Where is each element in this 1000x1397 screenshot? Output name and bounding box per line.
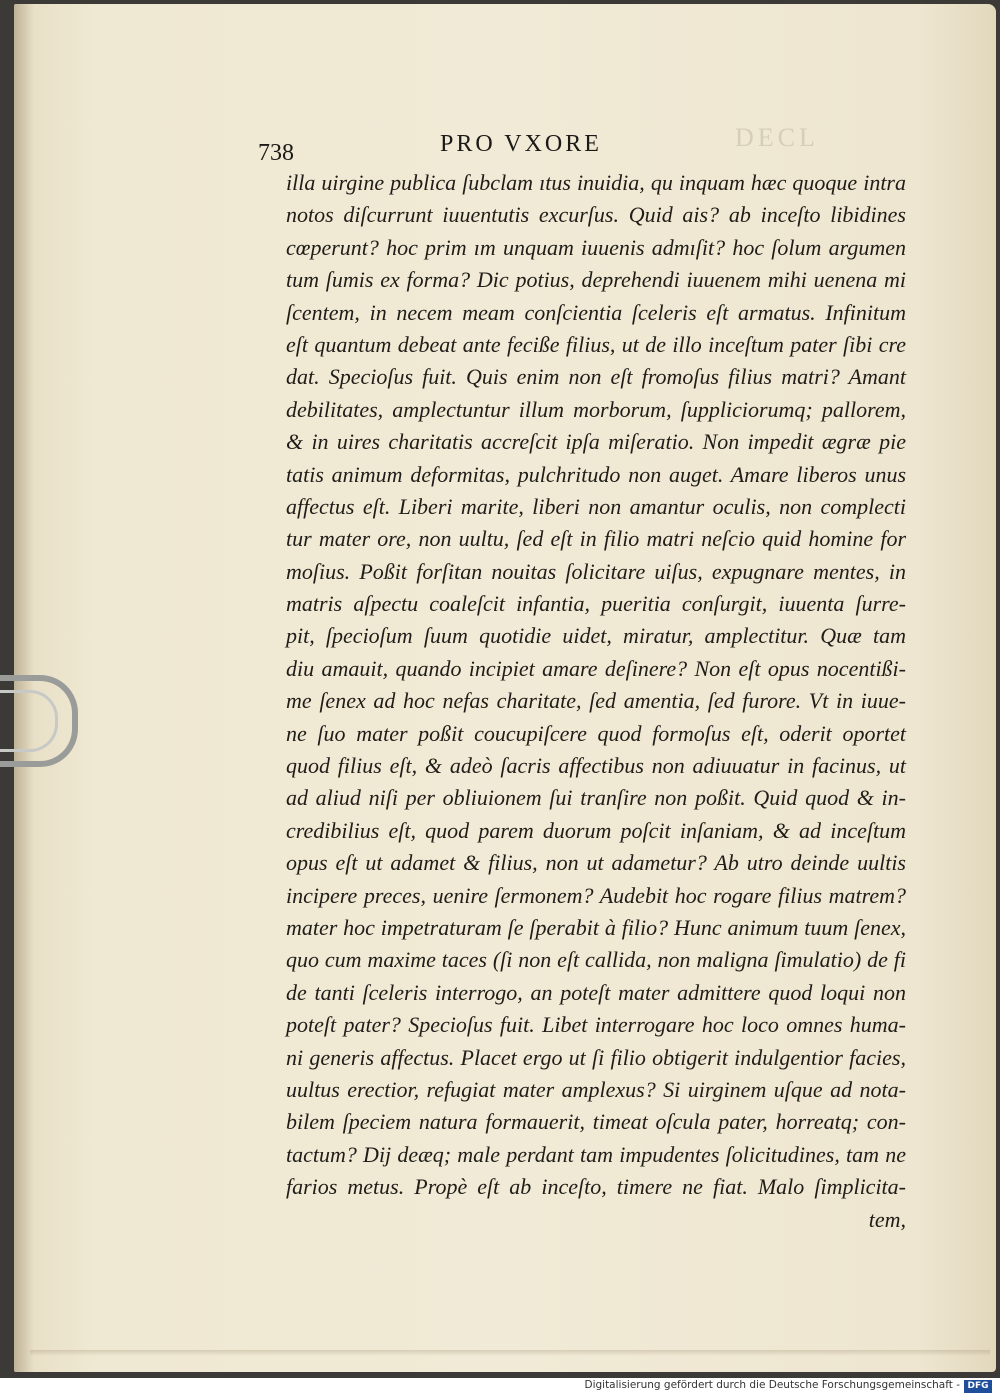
text-line: tum ſumis ex forma? Dic potius, deprehendi iuuenem mihi uenena mi: [286, 267, 906, 293]
text-line: credibilius eſt, quod parem duorum poſcit inſaniam, & ad inceſtum: [286, 817, 906, 843]
text-line: cœperunt? hoc prim ım unquam iuuenis admıſit? hoc ſolum argumen: [286, 234, 906, 260]
body-text: [286, 167, 906, 1236]
text-line: ne ſuo mater poßit coucupiſcere quod formoſus eſt, oderit oportet: [286, 720, 906, 746]
footer-credit: Digitalisierung gefördert durch die Deutsche Forschungsgemeinschaft -: [584, 1379, 960, 1391]
text-line: affectus eſt. Liberi marite, liberi non amantur oculis, non complecti: [286, 493, 906, 519]
text-line: quo cum maxime taces (ſi non eſt callida, non maligna ſimulatio) de fi: [286, 947, 906, 973]
text-line: bilem ſpeciem natura formauerit, timeat oſcula pater, horreatq; con-: [286, 1109, 906, 1135]
text-line: tatis animum deformitas, pulchritudo non auget. Amare liberos unus: [286, 461, 906, 487]
text-line: matris aſpectu coaleſcit infantia, pueritia conſurgit, iuuenta ſurre-: [286, 591, 906, 617]
catchword: tem,: [868, 1206, 906, 1232]
text-line: farios metus. Propè eſt ab inceſto, timere ne fiat. Malo ſimplicita-: [286, 1174, 906, 1200]
text-line: ad aliud niſi per obliuionem ſui tranſire non poßit. Quid quod & in-: [286, 785, 906, 811]
show-through-text: DECL: [735, 123, 819, 152]
text-line: moſius. Poßit forſitan nouitas ſolicitare uiſus, expugnare mentes, in: [286, 558, 906, 584]
text-line: dat. Specioſus fuit. Quis enim non eſt fromoſus filius matri? Amant: [286, 364, 906, 390]
text-line: tactum? Dij deæq; male perdant tam impudentes ſolicitudines, tam ne: [286, 1141, 906, 1167]
text-line: pit, ſpecioſum ſuum quotidie uidet, miratur, amplectitur. Quæ tam: [286, 623, 906, 649]
dfg-logo-icon: DFG: [964, 1380, 992, 1393]
text-line: & in uires charitatis accreſcit ipſa miſeratio. Non impedit ægræ pie: [286, 429, 906, 455]
text-line: de tanti ſceleris interrogo, an poteſt mater admittere quod loqui non: [286, 979, 906, 1005]
text-line: notos diſcurrunt iuuentutis excurſus. Quid ais? ab inceſto libidines: [286, 202, 906, 228]
text-line: incipere preces, uenire ſermonem? Audebit hoc rogare filius matrem?: [286, 882, 906, 908]
running-head: PRO VXORE: [440, 131, 602, 157]
page-number: 738: [258, 140, 294, 166]
text-line: tur mater ore, non uultu, ſed eſt in filio matri neſcio quid homine for: [286, 526, 906, 552]
text-line: poteſt pater? Specioſus fuit. Libet interrogare hoc loco omnes huma-: [286, 1012, 906, 1038]
text-line: opus eſt ut adamet & filius, non ut adametur? Ab utro deinde uultis: [286, 850, 906, 876]
text-line: me ſenex ad hoc nefas charitate, ſed amentia, ſed furore. Vt in iuue-: [286, 688, 906, 714]
text-line: uultus erectior, refugiat mater amplexus? Si uirginem uſque ad nota-: [286, 1076, 906, 1102]
page-bottom-edge: [30, 1350, 990, 1356]
text-line: ni generis affectus. Placet ergo ut ſi filio obtigerit indulgentior facies,: [286, 1044, 906, 1070]
text-line: ſcentem, in necem meam conſcientia ſceleris eſt armatus. Infinitum: [286, 299, 906, 325]
text-line: quod filius eſt, & adeò ſacris affectibus non adiuuatur in facinus, ut: [286, 753, 906, 779]
text-line: mater hoc impetraturam ſe ſperabit à filio? Hunc animum tuum ſenex,: [286, 914, 906, 940]
text-line: debilitates, amplectuntur illum morborum, ſuppliciorumq; pallorem,: [286, 396, 906, 422]
text-line: eſt quantum debeat ante feciße filius, ut de illo inceſtum pater ſibi cre: [286, 331, 906, 357]
text-line: illa uirgine publica ſubclam ıtus inuidia, qu inquam hæc quoque intra: [286, 170, 906, 195]
paper-clip-inner-icon: [0, 690, 58, 752]
text-line: diu amauit, quando incipiet amare deſinere? Non eſt opus nocentißi-: [286, 655, 906, 681]
